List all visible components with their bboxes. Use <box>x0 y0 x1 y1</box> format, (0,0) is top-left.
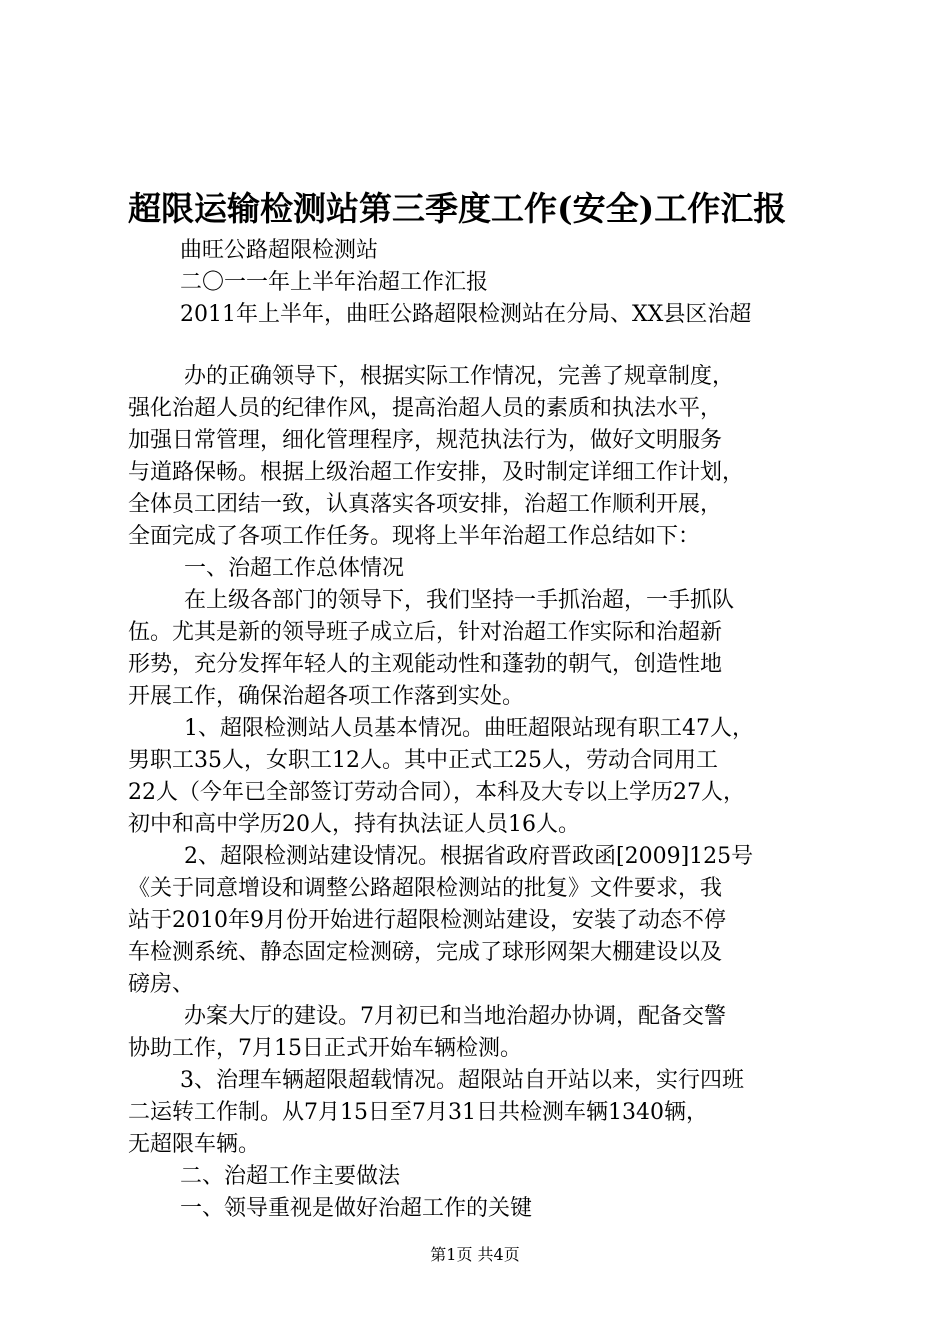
body-line: 全体员工团结一致，认真落实各项安排，治超工作顺利开展， <box>128 492 723 517</box>
document-title: 超限运输检测站第三季度工作(安全)工作汇报 <box>128 189 787 228</box>
body-line: 初中和高中学历20人，持有执法证人员16人。 <box>128 812 580 837</box>
body-line: 在上级各部门的领导下，我们坚持一手抓治超，一手抓队 <box>184 588 735 613</box>
body-line: 站于2010年9月份开始进行超限检测站建设，安装了动态不停 <box>128 908 726 933</box>
body-line: 形势，充分发挥年轻人的主观能动性和蓬勃的朝气，创造性地 <box>128 652 723 677</box>
body-line: 全面完成了各项工作任务。现将上半年治超工作总结如下： <box>128 524 701 549</box>
body-line: 开展工作，确保治超各项工作落到实处。 <box>128 684 525 709</box>
body-line: 车检测系统、静态固定检测磅，完成了球形网架大棚建设以及 <box>128 940 723 965</box>
body-line: 伍。尤其是新的领导班子成立后，针对治超工作实际和治超新 <box>128 620 723 645</box>
body-line: 1、超限检测站人员基本情况。曲旺超限站现有职工47人， <box>184 716 754 741</box>
page-footer: 第1页 共4页 <box>430 1245 520 1264</box>
body-line: 与道路保畅。根据上级治超工作安排，及时制定详细工作计划， <box>128 460 745 485</box>
body-line: 磅房、 <box>128 972 195 997</box>
header-line-report: 二〇一一年上半年治超工作汇报 <box>180 270 489 295</box>
body-line: 二运转工作制。从7月15日至7月31日共检测车辆1340辆， <box>128 1100 708 1125</box>
header-line-org: 曲旺公路超限检测站 <box>180 238 379 263</box>
body-line: 加强日常管理，细化管理程序，规范执法行为，做好文明服务 <box>128 428 723 453</box>
body-line: 办案大厅的建设。7月初已和当地治超办协调，配备交警 <box>184 1004 726 1029</box>
body-line: 2、超限检测站建设情况。根据省政府晋政函[2009]125号 <box>184 844 754 869</box>
subsection-heading: 一、领导重视是做好治超工作的关键 <box>180 1196 533 1221</box>
header-line-intro: 2011年上半年，曲旺公路超限检测站在分局、XX县区治超 <box>180 302 752 327</box>
section-heading: 二、治超工作主要做法 <box>180 1164 401 1189</box>
body-line: 22人（今年已全部签订劳动合同），本科及大专以上学历27人， <box>128 780 745 805</box>
body-line: 男职工35人，女职工12人。其中正式工25人，劳动合同用工 <box>128 748 718 773</box>
body-line: 协助工作，7月15日正式开始车辆检测。 <box>128 1036 522 1061</box>
body-line: 《关于同意增设和调整公路超限检测站的批复》文件要求，我 <box>128 876 723 901</box>
body-line: 3、治理车辆超限超载情况。超限站自开站以来，实行四班 <box>180 1068 744 1093</box>
body-line: 无超限车辆。 <box>128 1132 261 1157</box>
body-line: 办的正确领导下，根据实际工作情况，完善了规章制度， <box>184 364 735 389</box>
section-heading: 一、治超工作总体情况 <box>184 556 405 581</box>
body-line: 强化治超人员的纪律作风，提高治超人员的素质和执法水平， <box>128 396 723 421</box>
